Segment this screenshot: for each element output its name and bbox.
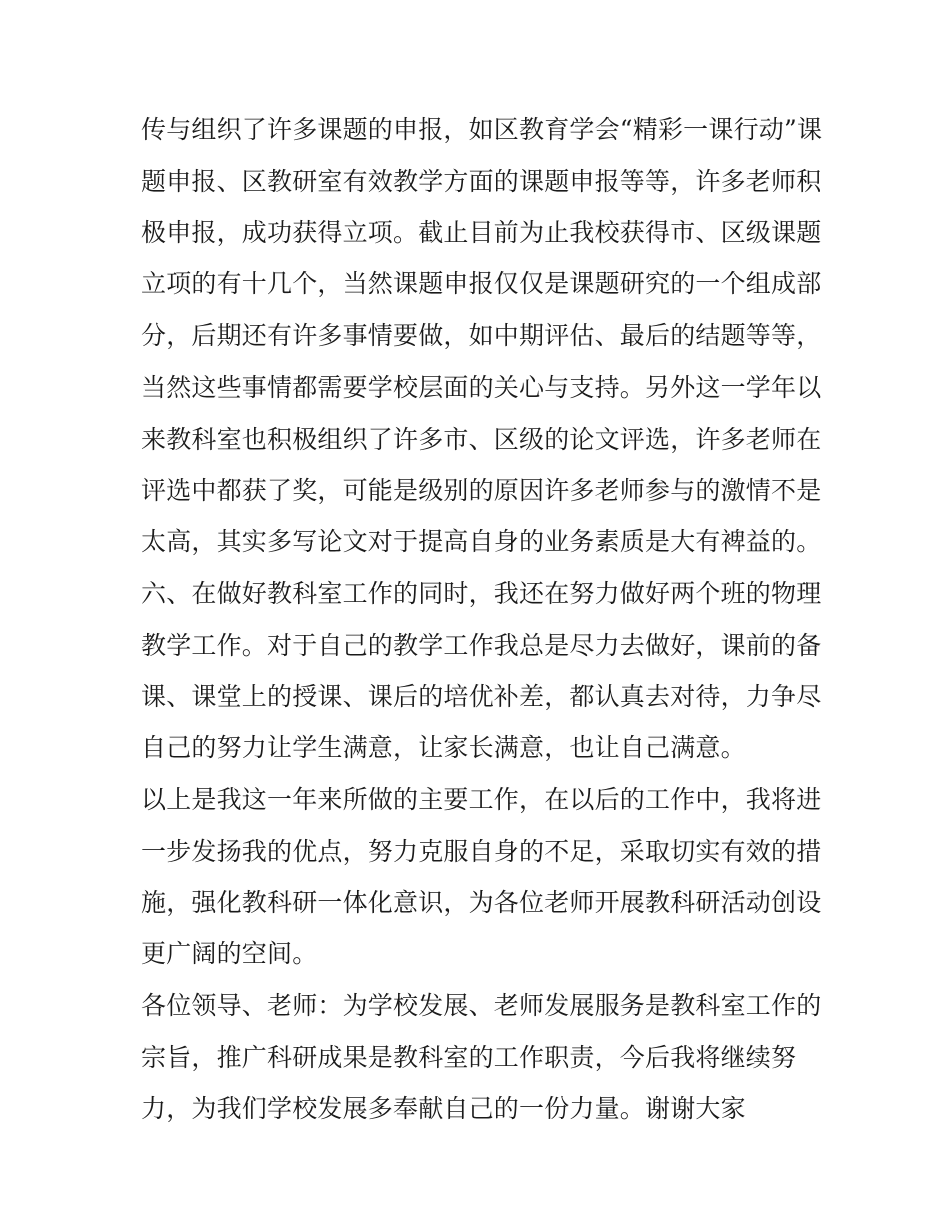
text-line: 以上是我这一年来所做的主要工作，在以后的工作中，我将进 — [141, 785, 822, 814]
text-line: 教学工作。对于自己的教学工作我总是尽力去做好，课前的备 — [141, 631, 822, 660]
text-line: 分，后期还有许多事情要做，如中期评估、最后的结题等等， — [141, 321, 822, 350]
text-line: 传与组织了许多课题的申报，如区教育学会“精彩一课行动”课 — [141, 115, 823, 144]
text-line: 题申报、区教研室有效教学方面的课题申报等等，许多老师积 — [141, 167, 822, 196]
text-line: 力，为我们学校发展多奉献自己的一份力量。谢谢大家 — [141, 1094, 746, 1123]
text-line: 一步发扬我的优点，努力克服自身的不足，采取切实有效的措 — [141, 837, 822, 866]
text-line: 施，强化教科研一体化意识，为各位老师开展教科研活动创设 — [141, 888, 822, 917]
text-line: 太高，其实多写论文对于提高自身的业务素质是大有裨益的。 — [141, 527, 822, 556]
text-line: 自己的努力让学生满意，让家长满意，也让自己满意。 — [141, 733, 746, 762]
text-line: 六、在做好教科室工作的同时，我还在努力做好两个班的物理 — [141, 579, 822, 608]
text-line: 各位领导、老师：为学校发展、老师发展服务是教科室工作的 — [141, 991, 822, 1020]
text-line: 评选中都获了奖，可能是级别的原因许多老师参与的激情不是 — [141, 476, 822, 505]
text-line: 宗旨，推广科研成果是教科室的工作职责，今后我将继续努 — [141, 1043, 797, 1072]
text-line: 当然这些事情都需要学校层面的关心与支持。另外这一学年以 — [141, 373, 822, 402]
text-line: 极申报，成功获得立项。截止目前为止我校获得市、区级课题 — [141, 218, 822, 247]
text-line: 课、课堂上的授课、课后的培优补差，都认真去对待，力争尽 — [141, 682, 822, 711]
text-line: 立项的有十几个，当然课题申报仅仅是课题研究的一个组成部 — [141, 269, 822, 298]
text-line: 来教科室也积极组织了许多市、区级的论文评选，许多老师在 — [141, 425, 822, 454]
text-line: 更广阔的空间。 — [141, 939, 318, 968]
